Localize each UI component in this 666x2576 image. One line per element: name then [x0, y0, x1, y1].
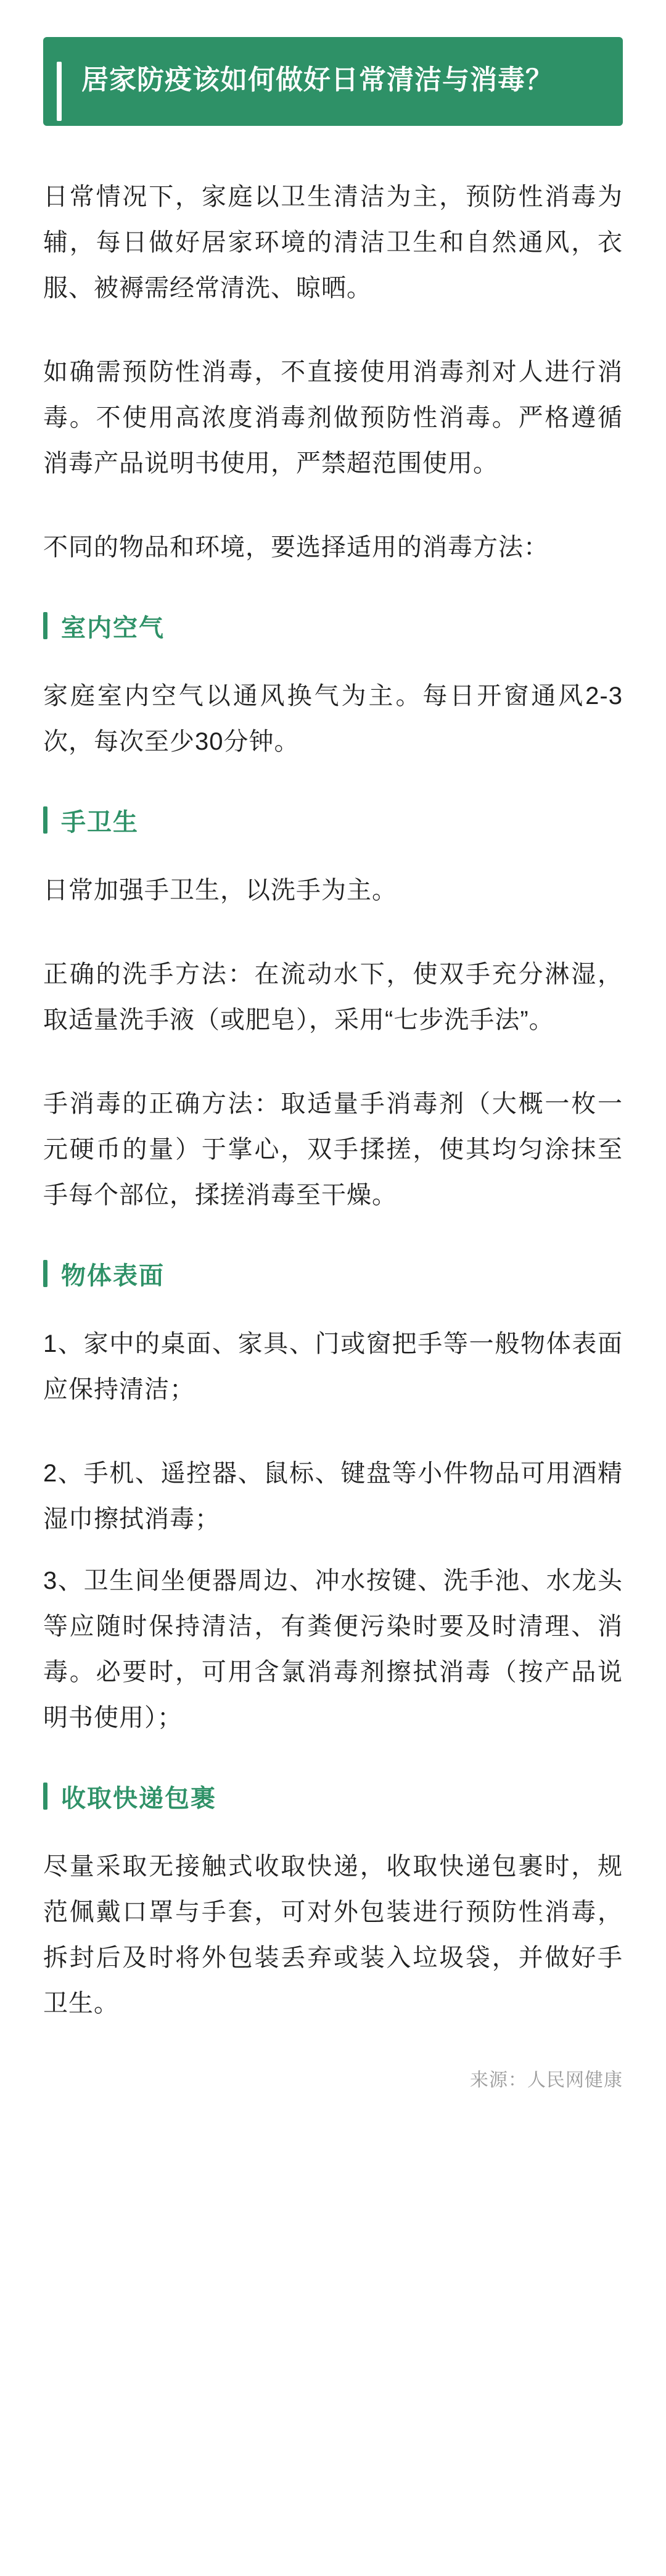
section-heading-object-surfaces [43, 1256, 623, 1291]
section-paragraph: 尽量采取无接触式收取快递，收取快递包裹时，规范佩戴口罩与手套，可对外包装进行预防性消毒，拆封后及时将外包装丢弃或装入垃圾袋，并做好手卫生。 [43, 1852, 623, 2017]
section-accent-bar [43, 1783, 47, 1810]
section-paragraph: 正确的洗手方法：在流动水下，使双手充分淋湿，取适量洗手液（或肥皂），采用“七步洗手法”。 [43, 960, 623, 1033]
section-heading-label: 物体表面 [61, 1262, 165, 1290]
intro-paragraph: 如确需预防性消毒，不直接使用消毒剂对人进行消毒。不使用高浓度消毒剂做预防性消毒。严格遵循消毒产品说明书使用，严禁超范围使用。 [43, 358, 623, 477]
section-paragraph: 手消毒的正确方法：取适量手消毒剂（大概一枚一元硬币的量）于掌心，双手揉搓，使其均匀涂抹至手每个部位，揉搓消毒至干燥。 [43, 1090, 623, 1209]
title-accent-bar [57, 62, 62, 121]
section-accent-bar [43, 806, 47, 834]
intro-paragraph: 日常情况下，家庭以卫生清洁为主，预防性消毒为辅，每日做好居家环境的清洁卫生和自然通风，衣服、被褥需经常清洗、晾晒。 [43, 183, 623, 302]
article-title-banner [43, 37, 623, 126]
section-heading-indoor-air [43, 608, 623, 644]
intro-paragraph: 不同的物品和环境，要选择适用的消毒方法： [43, 533, 549, 561]
section-paragraph: 日常加强手卫生，以洗手为主。 [43, 876, 397, 904]
section-heading-hand-hygiene [43, 803, 623, 838]
section-paragraph: 3、卫生间坐便器周边、冲水按键、洗手池、水龙头等应随时保持清洁，有粪便污染时要及时清理、消毒。必要时，可用含氯消毒剂擦拭消毒（按产品说明书使用）； [43, 1567, 623, 1731]
section-heading-label: 室内空气 [61, 614, 165, 642]
section-paragraph: 家庭室内空气以通风换气为主。每日开窗通风2-3次，每次至少30分钟。 [43, 682, 623, 755]
section-accent-bar [43, 1260, 47, 1287]
section-paragraph: 1、家中的桌面、家具、门或窗把手等一般物体表面应保持清洁； [43, 1330, 623, 1403]
section-heading-label: 手卫生 [61, 808, 139, 836]
section-heading-parcel-pickup [43, 1779, 623, 1814]
article-source: 来源：人民网健康 [470, 2069, 623, 2090]
section-heading-label: 收取快递包裹 [61, 1784, 216, 1812]
section-paragraph: 2、手机、遥控器、鼠标、键盘等小件物品可用酒精湿巾擦拭消毒； [43, 1459, 623, 1533]
page-title: 居家防疫该如何做好日常清洁与消毒？ [81, 65, 553, 95]
section-accent-bar [43, 612, 47, 639]
